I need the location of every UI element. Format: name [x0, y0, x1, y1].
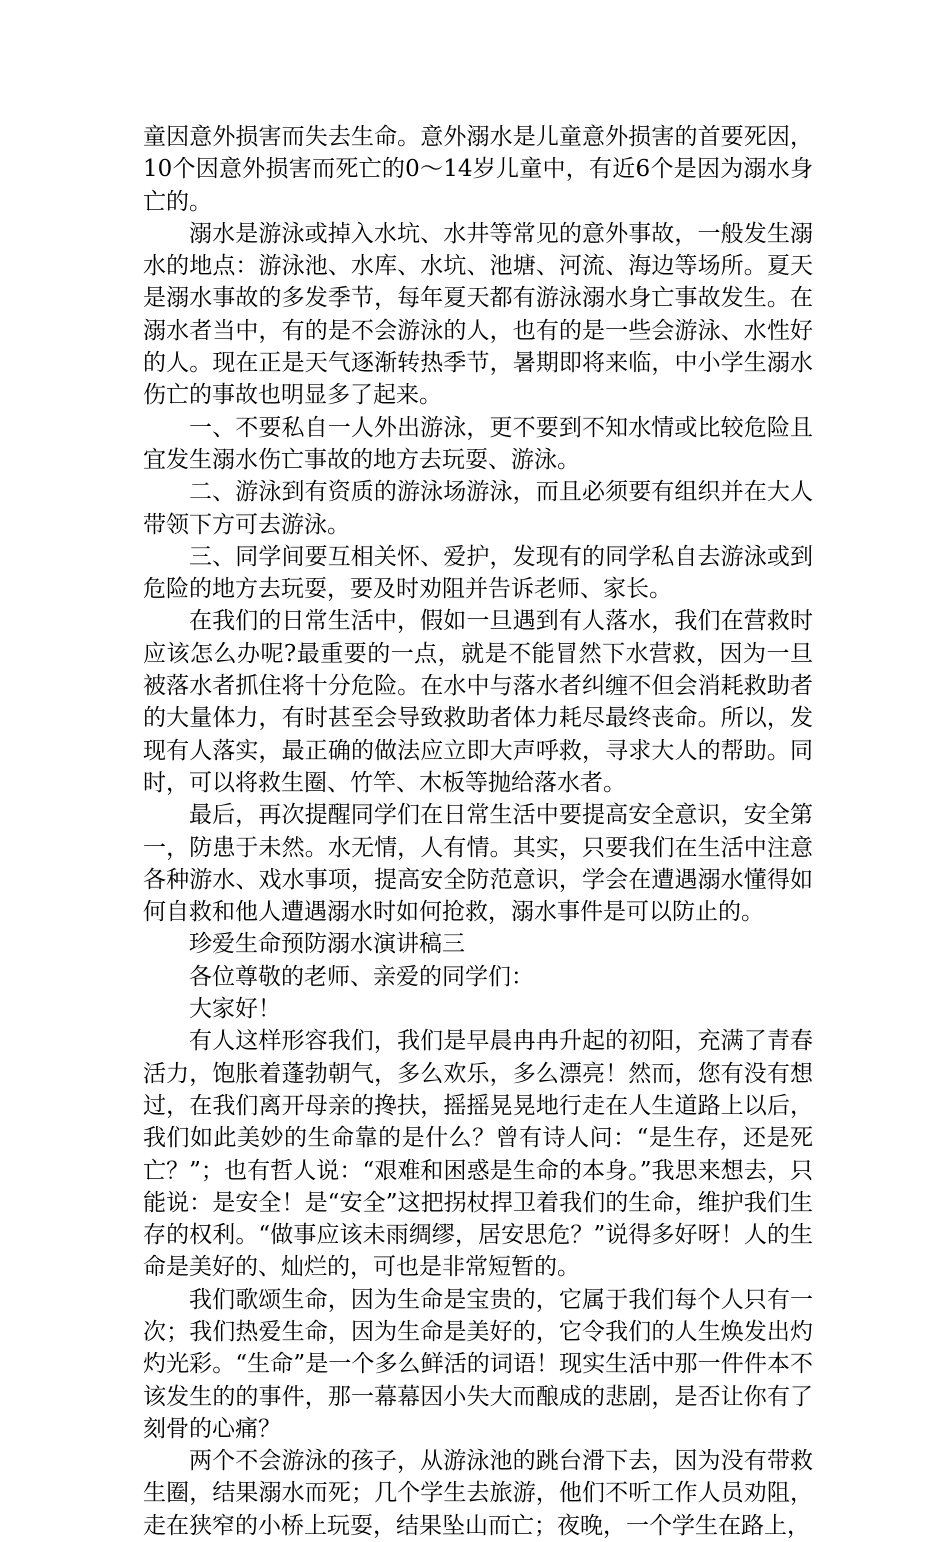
paragraph-12: 我们歌颂生命，因为生命是宝贵的，它属于我们每个人只有一次；我们热爱生命，因为生命是美好的，它令我们的人生焕发出灼灼光彩。“生命”是一个多么鲜活的词语！现实生活中那一件件本不该发生的的事件，那一幕幕因小失大而酿成的悲剧，是否让你有了刻骨的心痛？ — [143, 1286, 813, 1442]
paragraph-5: 三、同学间要互相关怀、爱护，发现有的同学私自去游泳或到危险的地方去玩耍，要及时劝阻并告诉老师、家长。 — [143, 543, 813, 603]
document-body — [143, 121, 813, 1542]
paragraph-1: 童因意外损害而失去生命。意外溺水是儿童意外损害的首要死因，10个因意外损害而死亡的0～14岁儿童中，有近6个是因为溺水身亡的。 — [143, 124, 813, 215]
paragraph-6: 在我们的日常生活中，假如一旦遇到有人落水，我们在营救时应该怎么办呢?最重要的一点，就是不能冒然下水营救，因为一旦被落水者抓住将十分危险。在水中与落水者纠缠不但会消耗救助者的大量体力，有时甚至会导致救助者体力耗尽最终丧命。所以，发现有人落实，最正确的做法应立即大声呼救，寻求大人的帮助。同时，可以将救生圈、竹竿、木板等抛给落水者。 — [143, 608, 813, 796]
paragraph-4: 二、游泳到有资质的游泳场游泳，而且必须要有组织并在大人带领下方可去游泳。 — [143, 479, 813, 538]
greeting: 大家好！ — [189, 996, 281, 1023]
salutation: 各位尊敬的老师、亲爱的同学们： — [189, 963, 534, 990]
paragraph-2: 溺水是游泳或掉入水坑、水井等常见的意外事故，一般发生溺水的地点：游泳池、水库、水坑、池塘、河流、海边等场所。夏天是溺水事故的多发季节，每年夏天都有游泳溺水身亡事故发生。在溺水者当中，有的是不会游泳的人，也有的是一些会游泳、水性好的人。现在正是天气逐渐转热季节，暑期即将来临，中小学生溺水伤亡的事故也明显多了起来。 — [143, 220, 813, 409]
paragraph-3: 一、不要私自一人外出游泳，更不要到不知水情或比较危险且宜发生溺水伤亡事故的地方去玩耍、游泳。 — [143, 414, 813, 473]
paragraph-13: 两个不会游泳的孩子，从游泳池的跳台滑下去，因为没有带救生圈，结果溺水而死；几个学生去旅游，他们不听工作人员劝阻，走在狭窄的小桥上玩耍，结果坠山而亡；夜晚，一个学生在路上， — [143, 1448, 813, 1539]
paragraph-11: 有人这样形容我们，我们是早晨冉冉升起的初阳，充满了青春活力，饱胀着蓬勃朝气，多么欢乐，多么漂亮！然而，您有没有想过，在我们离开母亲的搀扶，摇摇晃晃地行走在人生道路上以后，我们如此美妙的生命靠的是什么？曾有诗人问：“是生存，还是死亡？”；也有哲人说：“艰难和困惑是生命的本身。”我思来想去，只能说：是安全！是“安全”这把拐杖捍卫着我们的生命，维护我们生存的权利。“做事应该未雨绸缪，居安思危？”说得多好呀！人的生命是美好的、灿烂的，可也是非常短暂的。 — [143, 1028, 813, 1281]
paragraph-7: 最后，再次提醒同学们在日常生活中要提高安全意识，安全第一，防患于未然。水无情，人有情。其实，只要我们在生活中注意各种游水、戏水事项，提高安全防范意识，学会在遭遇溺水懂得如何自救和他人遭遇溺水时如何抢救，溺水事件是可以防止的。 — [143, 802, 813, 926]
section-title: 珍爱生命预防溺水演讲稿三 — [189, 931, 465, 958]
